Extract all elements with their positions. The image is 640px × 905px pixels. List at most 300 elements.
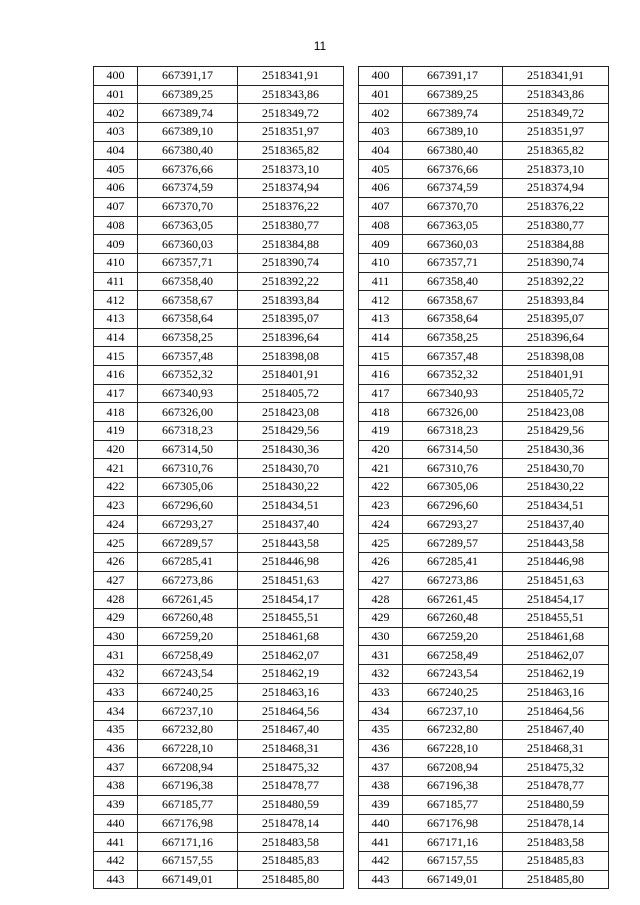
- coordinate-y: 2518374,94: [238, 179, 344, 198]
- coordinate-x: 667357,71: [138, 253, 238, 272]
- coordinate-y: 2518384,88: [238, 235, 344, 254]
- coordinate-x: 667261,45: [403, 590, 503, 609]
- point-number: 429: [94, 608, 138, 627]
- coordinate-x: 667261,45: [138, 590, 238, 609]
- coordinate-y: 2518443,58: [503, 534, 609, 553]
- coordinate-y: 2518341,91: [503, 67, 609, 86]
- point-number: 430: [94, 627, 138, 646]
- point-number: 417: [94, 384, 138, 403]
- point-number: 417: [359, 384, 403, 403]
- point-number: 406: [359, 179, 403, 198]
- coordinate-y: 2518343,86: [503, 85, 609, 104]
- table-row: [94, 702, 344, 721]
- table-row: [94, 141, 344, 160]
- coordinate-x: 667357,48: [403, 347, 503, 366]
- table-row: [359, 534, 609, 553]
- table-row: [94, 179, 344, 198]
- coordinate-y: 2518464,56: [503, 702, 609, 721]
- point-number: 416: [94, 366, 138, 385]
- coordinate-x: 667389,10: [138, 123, 238, 142]
- table-row: [94, 758, 344, 777]
- point-number: 430: [359, 627, 403, 646]
- coordinate-x: 667185,77: [403, 795, 503, 814]
- coordinate-y: 2518430,70: [238, 459, 344, 478]
- coordinate-y: 2518429,56: [503, 422, 609, 441]
- coordinate-x: 667380,40: [138, 141, 238, 160]
- coordinate-x: 667171,16: [138, 833, 238, 852]
- point-number: 441: [359, 833, 403, 852]
- coordinate-y: 2518462,19: [238, 665, 344, 684]
- coordinate-y: 2518461,68: [503, 627, 609, 646]
- coordinate-y: 2518437,40: [238, 515, 344, 534]
- coordinate-y: 2518396,64: [238, 328, 344, 347]
- table-row: [94, 291, 344, 310]
- coordinate-y: 2518461,68: [238, 627, 344, 646]
- coordinate-y: 2518405,72: [238, 384, 344, 403]
- table-row: [359, 515, 609, 534]
- coordinate-x: 667376,66: [403, 160, 503, 179]
- coordinate-x: 667360,03: [403, 235, 503, 254]
- table-row: [94, 272, 344, 291]
- table-row: [359, 552, 609, 571]
- point-number: 408: [94, 216, 138, 235]
- coordinate-x: 667260,48: [403, 608, 503, 627]
- coordinate-x: 667370,70: [403, 197, 503, 216]
- table-row: [359, 235, 609, 254]
- point-number: 433: [94, 683, 138, 702]
- table-row: [359, 366, 609, 385]
- table-row: [94, 459, 344, 478]
- point-number: 404: [359, 141, 403, 160]
- point-number: 421: [94, 459, 138, 478]
- point-number: 405: [359, 160, 403, 179]
- coordinate-x: 667376,66: [138, 160, 238, 179]
- point-number: 400: [94, 67, 138, 86]
- table-row: [94, 253, 344, 272]
- table-row: [359, 309, 609, 328]
- point-number: 438: [359, 777, 403, 796]
- coordinate-y: 2518380,77: [503, 216, 609, 235]
- table-row: [359, 777, 609, 796]
- point-number: 420: [359, 440, 403, 459]
- coordinate-x: 667176,98: [403, 814, 503, 833]
- point-number: 413: [94, 309, 138, 328]
- coordinate-x: 667310,76: [138, 459, 238, 478]
- point-number: 424: [94, 515, 138, 534]
- point-number: 432: [94, 665, 138, 684]
- coordinate-y: 2518478,77: [238, 777, 344, 796]
- coordinate-x: 667260,48: [138, 608, 238, 627]
- point-number: 443: [359, 870, 403, 889]
- point-number: 434: [359, 702, 403, 721]
- coordinate-x: 667352,32: [138, 366, 238, 385]
- table-row: [359, 833, 609, 852]
- coordinate-x: 667389,74: [403, 104, 503, 123]
- coordinate-x: 667326,00: [138, 403, 238, 422]
- point-number: 402: [94, 104, 138, 123]
- table-row: [359, 571, 609, 590]
- coordinate-y: 2518398,08: [503, 347, 609, 366]
- point-number: 434: [94, 702, 138, 721]
- coordinate-x: 667296,60: [403, 496, 503, 515]
- coordinate-y: 2518395,07: [503, 309, 609, 328]
- coordinate-y: 2518468,31: [503, 739, 609, 758]
- coordinate-x: 667232,80: [403, 721, 503, 740]
- coordinate-y: 2518485,83: [503, 851, 609, 870]
- point-number: 403: [359, 123, 403, 142]
- coordinate-y: 2518396,64: [503, 328, 609, 347]
- coordinate-y: 2518464,56: [238, 702, 344, 721]
- table-row: [94, 870, 344, 889]
- coordinate-x: 667208,94: [138, 758, 238, 777]
- point-number: 416: [359, 366, 403, 385]
- table-row: [359, 459, 609, 478]
- coordinate-x: 667391,17: [138, 67, 238, 86]
- coordinate-y: 2518451,63: [238, 571, 344, 590]
- coordinate-x: 667208,94: [403, 758, 503, 777]
- coordinate-y: 2518390,74: [503, 253, 609, 272]
- coordinate-y: 2518373,10: [238, 160, 344, 179]
- point-number: 427: [359, 571, 403, 590]
- coordinate-x: 667232,80: [138, 721, 238, 740]
- point-number: 426: [359, 552, 403, 571]
- coordinate-x: 667340,93: [403, 384, 503, 403]
- point-number: 404: [94, 141, 138, 160]
- point-number: 443: [94, 870, 138, 889]
- table-row: [359, 67, 609, 86]
- coordinate-y: 2518349,72: [238, 104, 344, 123]
- coordinate-x: 667185,77: [138, 795, 238, 814]
- table-row: [359, 384, 609, 403]
- point-number: 411: [359, 272, 403, 291]
- table-row: [359, 440, 609, 459]
- table-row: [94, 160, 344, 179]
- point-number: 413: [359, 309, 403, 328]
- coordinate-x: 667326,00: [403, 403, 503, 422]
- coordinate-y: 2518373,10: [503, 160, 609, 179]
- coordinate-y: 2518467,40: [503, 721, 609, 740]
- coordinate-x: 667196,38: [403, 777, 503, 796]
- coordinate-y: 2518434,51: [503, 496, 609, 515]
- coordinate-x: 667228,10: [138, 739, 238, 758]
- coordinate-x: 667363,05: [138, 216, 238, 235]
- coordinate-y: 2518423,08: [503, 403, 609, 422]
- coordinate-y: 2518393,84: [238, 291, 344, 310]
- coordinate-x: 667293,27: [138, 515, 238, 534]
- coordinate-y: 2518480,59: [503, 795, 609, 814]
- point-number: 407: [359, 197, 403, 216]
- point-number: 442: [359, 851, 403, 870]
- point-number: 427: [94, 571, 138, 590]
- coordinate-x: 667171,16: [403, 833, 503, 852]
- coordinate-x: 667243,54: [138, 665, 238, 684]
- coordinate-x: 667389,25: [138, 85, 238, 104]
- coordinate-x: 667273,86: [403, 571, 503, 590]
- coordinate-x: 667389,25: [403, 85, 503, 104]
- point-number: 414: [359, 328, 403, 347]
- coordinate-x: 667149,01: [403, 870, 503, 889]
- table-row: [94, 739, 344, 758]
- table-row: [94, 571, 344, 590]
- table-row: [94, 777, 344, 796]
- point-number: 440: [94, 814, 138, 833]
- coordinate-y: 2518485,83: [238, 851, 344, 870]
- point-number: 411: [94, 272, 138, 291]
- coordinate-x: 667358,40: [403, 272, 503, 291]
- coordinate-y: 2518483,58: [238, 833, 344, 852]
- coordinate-y: 2518467,40: [238, 721, 344, 740]
- coordinates-table-right-body: [359, 67, 609, 889]
- table-row: [94, 309, 344, 328]
- coordinate-y: 2518478,77: [503, 777, 609, 796]
- point-number: 422: [359, 478, 403, 497]
- point-number: 435: [94, 721, 138, 740]
- coordinate-x: 667358,67: [403, 291, 503, 310]
- coordinate-x: 667389,74: [138, 104, 238, 123]
- point-number: 436: [94, 739, 138, 758]
- coordinate-y: 2518455,51: [503, 608, 609, 627]
- point-number: 429: [359, 608, 403, 627]
- coordinate-x: 667358,64: [403, 309, 503, 328]
- point-number: 415: [94, 347, 138, 366]
- point-number: 407: [94, 197, 138, 216]
- table-row: [359, 422, 609, 441]
- coordinate-x: 667293,27: [403, 515, 503, 534]
- table-row: [94, 851, 344, 870]
- coordinate-y: 2518401,91: [238, 366, 344, 385]
- table-row: [359, 814, 609, 833]
- coordinate-x: 667237,10: [403, 702, 503, 721]
- point-number: 440: [359, 814, 403, 833]
- table-row: [359, 683, 609, 702]
- table-row: [94, 496, 344, 515]
- table-row: [94, 814, 344, 833]
- point-number: 401: [94, 85, 138, 104]
- coordinate-x: 667358,67: [138, 291, 238, 310]
- coordinate-x: 667357,71: [403, 253, 503, 272]
- coordinate-x: 667305,06: [138, 478, 238, 497]
- table-row: [94, 85, 344, 104]
- table-row: [94, 366, 344, 385]
- point-number: 423: [94, 496, 138, 515]
- point-number: 400: [359, 67, 403, 86]
- table-row: [359, 85, 609, 104]
- table-row: [359, 141, 609, 160]
- coordinate-y: 2518384,88: [503, 235, 609, 254]
- table-row: [94, 403, 344, 422]
- point-number: 441: [94, 833, 138, 852]
- coordinate-y: 2518430,70: [503, 459, 609, 478]
- point-number: 442: [94, 851, 138, 870]
- table-row: [359, 851, 609, 870]
- point-number: 419: [359, 422, 403, 441]
- table-row: [94, 665, 344, 684]
- coordinate-y: 2518454,17: [503, 590, 609, 609]
- coordinate-y: 2518475,32: [503, 758, 609, 777]
- point-number: 439: [359, 795, 403, 814]
- coordinate-x: 667258,49: [403, 646, 503, 665]
- table-row: [359, 496, 609, 515]
- coordinate-x: 667157,55: [403, 851, 503, 870]
- table-row: [94, 627, 344, 646]
- coordinate-y: 2518380,77: [238, 216, 344, 235]
- coordinate-y: 2518478,14: [238, 814, 344, 833]
- coordinate-y: 2518463,16: [503, 683, 609, 702]
- coordinate-y: 2518429,56: [238, 422, 344, 441]
- coordinate-x: 667318,23: [403, 422, 503, 441]
- coordinate-x: 667340,93: [138, 384, 238, 403]
- point-number: 418: [359, 403, 403, 422]
- coordinate-y: 2518398,08: [238, 347, 344, 366]
- table-row: [359, 160, 609, 179]
- table-row: [359, 403, 609, 422]
- coordinate-y: 2518454,17: [238, 590, 344, 609]
- table-row: [94, 515, 344, 534]
- coordinate-x: 667305,06: [403, 478, 503, 497]
- point-number: 422: [94, 478, 138, 497]
- table-row: [94, 422, 344, 441]
- table-row: [359, 123, 609, 142]
- point-number: 439: [94, 795, 138, 814]
- coordinates-table-left: [93, 66, 344, 889]
- coordinate-y: 2518365,82: [238, 141, 344, 160]
- coordinate-x: 667240,25: [138, 683, 238, 702]
- table-row: [359, 739, 609, 758]
- coordinate-x: 667357,48: [138, 347, 238, 366]
- table-row: [94, 552, 344, 571]
- point-number: 435: [359, 721, 403, 740]
- point-number: 409: [359, 235, 403, 254]
- table-row: [94, 534, 344, 553]
- table-row: [94, 123, 344, 142]
- coordinate-x: 667243,54: [403, 665, 503, 684]
- point-number: 408: [359, 216, 403, 235]
- table-row: [94, 590, 344, 609]
- table-row: [94, 683, 344, 702]
- coordinate-y: 2518343,86: [238, 85, 344, 104]
- coordinate-y: 2518455,51: [238, 608, 344, 627]
- table-row: [94, 347, 344, 366]
- coordinate-x: 667314,50: [403, 440, 503, 459]
- coordinate-y: 2518351,97: [503, 123, 609, 142]
- table-row: [94, 833, 344, 852]
- point-number: 428: [359, 590, 403, 609]
- coordinate-x: 667358,25: [403, 328, 503, 347]
- coordinate-y: 2518374,94: [503, 179, 609, 198]
- table-row: [94, 795, 344, 814]
- coordinate-x: 667237,10: [138, 702, 238, 721]
- point-number: 409: [94, 235, 138, 254]
- table-row: [94, 216, 344, 235]
- coordinate-x: 667258,49: [138, 646, 238, 665]
- coordinate-x: 667273,86: [138, 571, 238, 590]
- coordinate-y: 2518463,16: [238, 683, 344, 702]
- coordinate-x: 667289,57: [138, 534, 238, 553]
- table-row: [359, 104, 609, 123]
- coordinate-x: 667259,20: [403, 627, 503, 646]
- point-number: 426: [94, 552, 138, 571]
- coordinate-y: 2518437,40: [503, 515, 609, 534]
- coordinate-y: 2518468,31: [238, 739, 344, 758]
- coordinate-x: 667176,98: [138, 814, 238, 833]
- table-row: [94, 384, 344, 403]
- table-row: [359, 758, 609, 777]
- coordinate-y: 2518365,82: [503, 141, 609, 160]
- coordinate-y: 2518462,07: [238, 646, 344, 665]
- coordinate-x: 667310,76: [403, 459, 503, 478]
- point-number: 432: [359, 665, 403, 684]
- point-number: 414: [94, 328, 138, 347]
- point-number: 437: [94, 758, 138, 777]
- table-row: [94, 608, 344, 627]
- coordinate-y: 2518341,91: [238, 67, 344, 86]
- coordinate-x: 667196,38: [138, 777, 238, 796]
- point-number: 424: [359, 515, 403, 534]
- coordinate-x: 667157,55: [138, 851, 238, 870]
- table-row: [94, 235, 344, 254]
- point-number: 402: [359, 104, 403, 123]
- coordinate-y: 2518462,19: [503, 665, 609, 684]
- coordinate-y: 2518423,08: [238, 403, 344, 422]
- coordinate-x: 667360,03: [138, 235, 238, 254]
- table-row: [359, 870, 609, 889]
- point-number: 420: [94, 440, 138, 459]
- coordinate-x: 667374,59: [138, 179, 238, 198]
- table-row: [359, 179, 609, 198]
- point-number: 412: [94, 291, 138, 310]
- table-row: [94, 328, 344, 347]
- coordinate-x: 667358,40: [138, 272, 238, 291]
- table-row: [359, 347, 609, 366]
- coordinate-y: 2518376,22: [238, 197, 344, 216]
- coordinate-y: 2518430,36: [503, 440, 609, 459]
- point-number: 418: [94, 403, 138, 422]
- point-number: 421: [359, 459, 403, 478]
- table-row: [359, 721, 609, 740]
- table-row: [359, 478, 609, 497]
- table-row: [359, 328, 609, 347]
- coordinate-x: 667240,25: [403, 683, 503, 702]
- coordinate-y: 2518430,36: [238, 440, 344, 459]
- coordinate-x: 667259,20: [138, 627, 238, 646]
- coordinate-y: 2518349,72: [503, 104, 609, 123]
- coordinate-x: 667314,50: [138, 440, 238, 459]
- coordinate-x: 667380,40: [403, 141, 503, 160]
- table-row: [359, 665, 609, 684]
- table-row: [94, 104, 344, 123]
- table-row: [359, 702, 609, 721]
- point-number: 406: [94, 179, 138, 198]
- coordinate-y: 2518462,07: [503, 646, 609, 665]
- coordinate-y: 2518446,98: [503, 552, 609, 571]
- table-row: [94, 67, 344, 86]
- table-row: [359, 795, 609, 814]
- table-row: [359, 197, 609, 216]
- coordinate-y: 2518395,07: [238, 309, 344, 328]
- coordinate-y: 2518405,72: [503, 384, 609, 403]
- coordinate-y: 2518485,80: [238, 870, 344, 889]
- table-row: [94, 646, 344, 665]
- point-number: 437: [359, 758, 403, 777]
- point-number: 431: [359, 646, 403, 665]
- point-number: 425: [94, 534, 138, 553]
- point-number: 428: [94, 590, 138, 609]
- coordinate-x: 667391,17: [403, 67, 503, 86]
- coordinate-x: 667374,59: [403, 179, 503, 198]
- coordinate-x: 667285,41: [138, 552, 238, 571]
- point-number: 410: [94, 253, 138, 272]
- table-row: [359, 253, 609, 272]
